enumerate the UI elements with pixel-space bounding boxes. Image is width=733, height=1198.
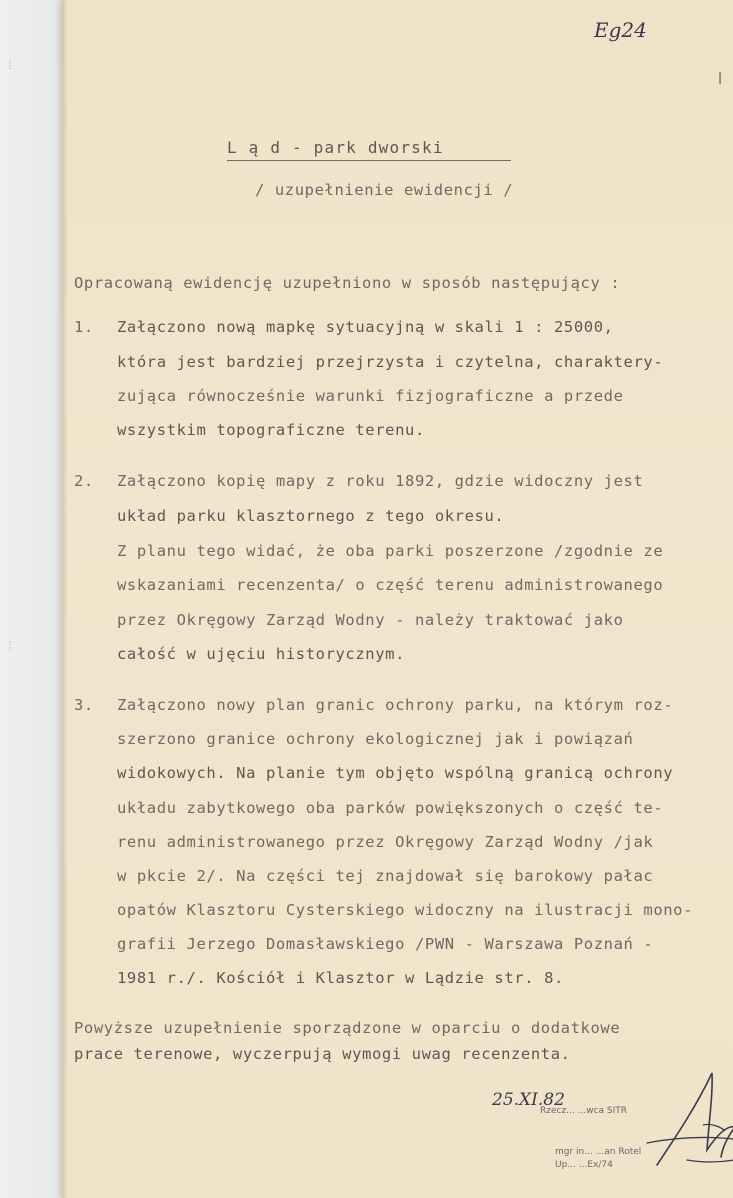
item-number: 3.	[74, 696, 94, 714]
stamp-line: Up... ...Ex/74	[555, 1160, 613, 1170]
archive-number: Eg24	[594, 18, 647, 42]
item-line: wszystkim topograficzne terenu.	[117, 421, 425, 439]
item-line: w pkcie 2/. Na części tej znajdował się barokowy pałac	[117, 867, 654, 885]
item-line: grafii Jerzego Domasławskiego /PWN - Warszawa Poznań -	[117, 935, 654, 953]
item-number: 2.	[74, 472, 94, 490]
stamp-line: mgr in... ...an Rotel	[555, 1147, 642, 1157]
document-page	[62, 0, 733, 1198]
item-line: przez Okręgowy Zarząd Wodny - należy traktować jako	[117, 611, 624, 629]
title-underline	[227, 160, 511, 161]
underlying-sheet-mark: ⁞	[6, 640, 14, 655]
page-title: L ą d - park dworski	[227, 138, 444, 157]
item-line: renu administrowanego przez Okręgowy Zarząd Wodny /jak	[117, 833, 654, 851]
item-line: szerzono granice ochrony ekologicznej jak i powiązań	[117, 730, 634, 748]
item-line: 1981 r./. Kościół i Klasztor w Lądzie str. 8.	[117, 969, 564, 987]
handwritten-date: 25.XI.82	[492, 1090, 565, 1110]
item-line: która jest bardziej przejrzysta i czytelna, charaktery-	[117, 353, 664, 371]
signature	[617, 1065, 733, 1175]
closing-line: Powyższe uzupełnienie sporządzone w oparciu o dodatkowe	[74, 1019, 621, 1037]
item-line: wskazaniami recenzenta/ o część terenu administrowanego	[117, 576, 664, 594]
item-line: Załączono nowy plan granic ochrony parku, na którym roz-	[117, 696, 674, 714]
page-subtitle: / uzupełnienie ewidencji /	[255, 181, 514, 199]
stamp-line: Rzecz... ...wca SITR	[540, 1106, 628, 1116]
item-line: opatów Klasztoru Cysterskiego widoczny na ilustracji mono-	[117, 901, 694, 919]
item-line: Załączono nową mapkę sytuacyjną w skali 1 : 25000,	[117, 318, 614, 336]
item-line: Załączono kopię mapy z roku 1892, gdzie widoczny jest	[117, 472, 644, 490]
item-number: 1.	[74, 318, 94, 336]
item-line: widokowych. Na planie tym objęto wspólną granicą ochrony	[117, 764, 674, 782]
underlying-sheet-mark: ⁞	[6, 58, 14, 73]
item-line: całość w ujęciu historycznym.	[117, 645, 406, 663]
margin-tick: |	[718, 70, 723, 84]
item-line: układu zabytkowego oba parków powiększonych o część te-	[117, 799, 664, 817]
intro-text: Opracowaną ewidencję uzupełniono w sposób następujący :	[74, 274, 621, 292]
item-line: zująca równocześnie warunki fizjograficzne a przede	[117, 387, 624, 405]
item-line: układ parku klasztornego z tego okresu.	[117, 507, 505, 525]
closing-line: prace terenowe, wyczerpują wymogi uwag recenzenta.	[74, 1045, 571, 1063]
item-line: Z planu tego widać, że oba parki poszerzone /zgodnie ze	[117, 542, 664, 560]
